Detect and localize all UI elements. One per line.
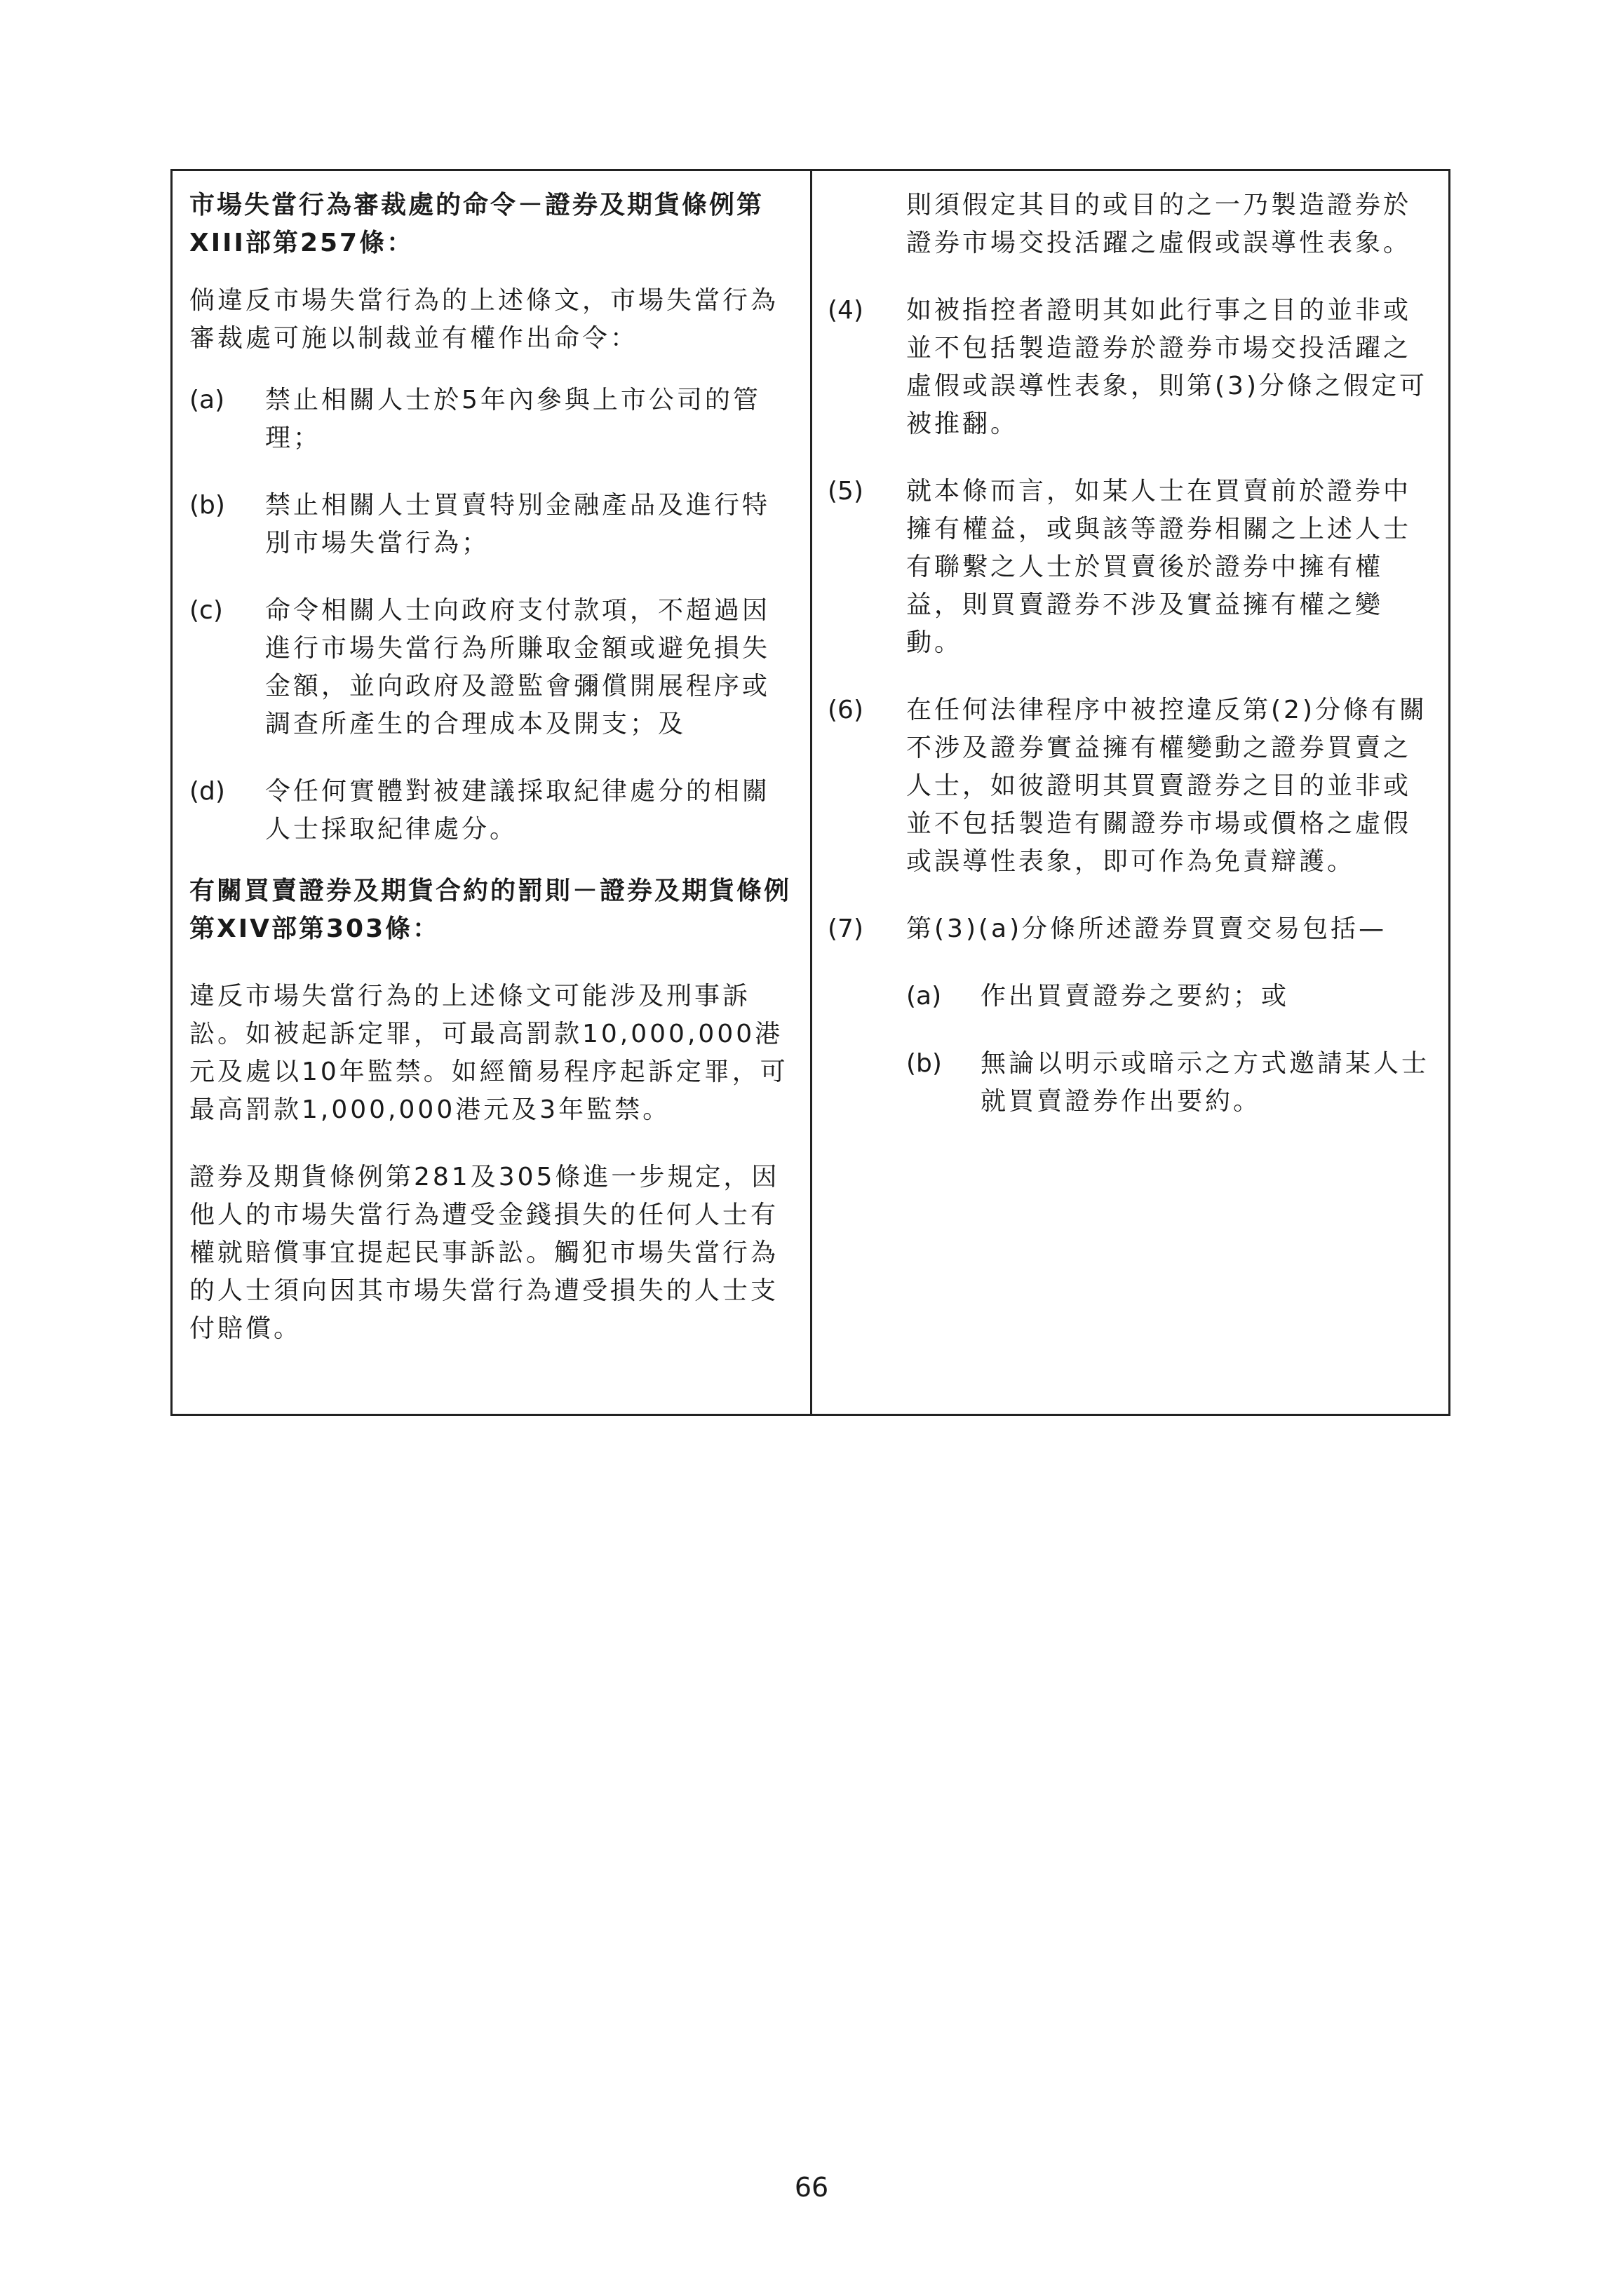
clause-text: 在任何法律程序中被控違反第(2)分條有關不涉及證券實益擁有權變動之證券買賣之人士，如彼證明其買賣證券之目的並非或並不包括製造有關證券市場或價格之虛假或誤導性表象，即可作為免責辯護。 [906, 696, 1427, 876]
sub-item-a [828, 978, 1433, 1015]
clause-4 [828, 292, 1433, 443]
clause-label: (4) [828, 296, 863, 325]
clause-label: (6) [828, 696, 863, 724]
clause-text: 如被指控者證明其如此行事之目的並非或並不包括製造證券於證券市場交投活躍之虛假或誤導性表象，則第(3)分條之假定可被推翻。 [906, 296, 1427, 438]
clause-5 [828, 473, 1433, 662]
criminal-penalty-text: 違反市場失當行為的上述條文可能涉及刑事訴訟。如被起訴定罪，可最高罰款10,000,000港元及處以10年監禁。如經簡易程序起訴定罪，可最高罰款1,000,000港元及3年監禁。 [189, 982, 788, 1124]
left-column [173, 171, 812, 1414]
section-heading-303: 有關買賣證券及期貨合約的罰則－證券及期貨條例第XIV部第303條： [189, 877, 792, 943]
order-text: 禁止相關人士買賣特別金融產品及進行特別市場失當行為； [265, 491, 771, 558]
clause-7 [828, 910, 1433, 948]
order-text: 令任何實體對被建議採取紀律處分的相關人士採取紀律處分。 [265, 777, 771, 844]
right-column [812, 171, 1448, 1414]
clause-continuation [828, 187, 1433, 262]
order-item-c [189, 592, 795, 743]
section-heading-257: 市場失當行為審裁處的命令－證券及期貨條例第XIII部第257條： [189, 191, 765, 257]
civil-action-text: 證券及期貨條例第281及305條進一步規定，因他人的市場失當行為遭受金錢損失的任何人士有權就賠償事宜提起民事訴訟。觸犯市場失當行為的人士須向因其市場失當行為遭受損失的人士支付賠償。 [189, 1163, 780, 1343]
tribunal-intro: 倘違反市場失當行為的上述條文，市場失當行為審裁處可施以制裁並有權作出命令： [189, 286, 779, 353]
order-label: (d) [189, 777, 225, 806]
sub-item-label: (a) [906, 982, 942, 1011]
sub-item-text: 作出買賣證券之要約；或 [981, 982, 1290, 1011]
continuation-text: 則須假定其目的或目的之一乃製造證券於證券市場交投活躍之虛假或誤導性表象。 [906, 191, 1412, 257]
sub-item-text: 無論以明示或暗示之方式邀請某人士就買賣證券作出要約。 [981, 1049, 1430, 1116]
sub-item-label: (b) [906, 1049, 942, 1078]
clause-text: 第(3)(a)分條所述證券買賣交易包括— [906, 914, 1387, 943]
order-text: 禁止相關人士於5年內參與上市公司的管理； [265, 386, 761, 452]
order-label: (b) [189, 491, 225, 520]
order-label: (a) [189, 386, 225, 414]
page-number: 66 [794, 2172, 829, 2203]
order-label: (c) [189, 596, 223, 625]
order-text: 命令相關人士向政府支付款項，不超過因進行市場失當行為所賺取金額或避免損失金額，並向政府及證監會彌償開展程序或調查所產生的合理成本及開支；及 [265, 596, 771, 738]
clause-label: (7) [828, 914, 863, 943]
order-item-a [189, 381, 795, 457]
order-item-b [189, 487, 795, 562]
order-item-d [189, 773, 795, 849]
sub-item-b [828, 1045, 1433, 1121]
clause-label: (5) [828, 477, 863, 506]
clause-text: 就本條而言，如某人士在買賣前於證券中擁有權益，或與該等證券相關之上述人士有聯繫之人士於買賣後於證券中擁有權益，則買賣證券不涉及實益擁有權之變動。 [906, 477, 1412, 657]
clause-6 [828, 691, 1433, 881]
content-table [170, 169, 1450, 1416]
